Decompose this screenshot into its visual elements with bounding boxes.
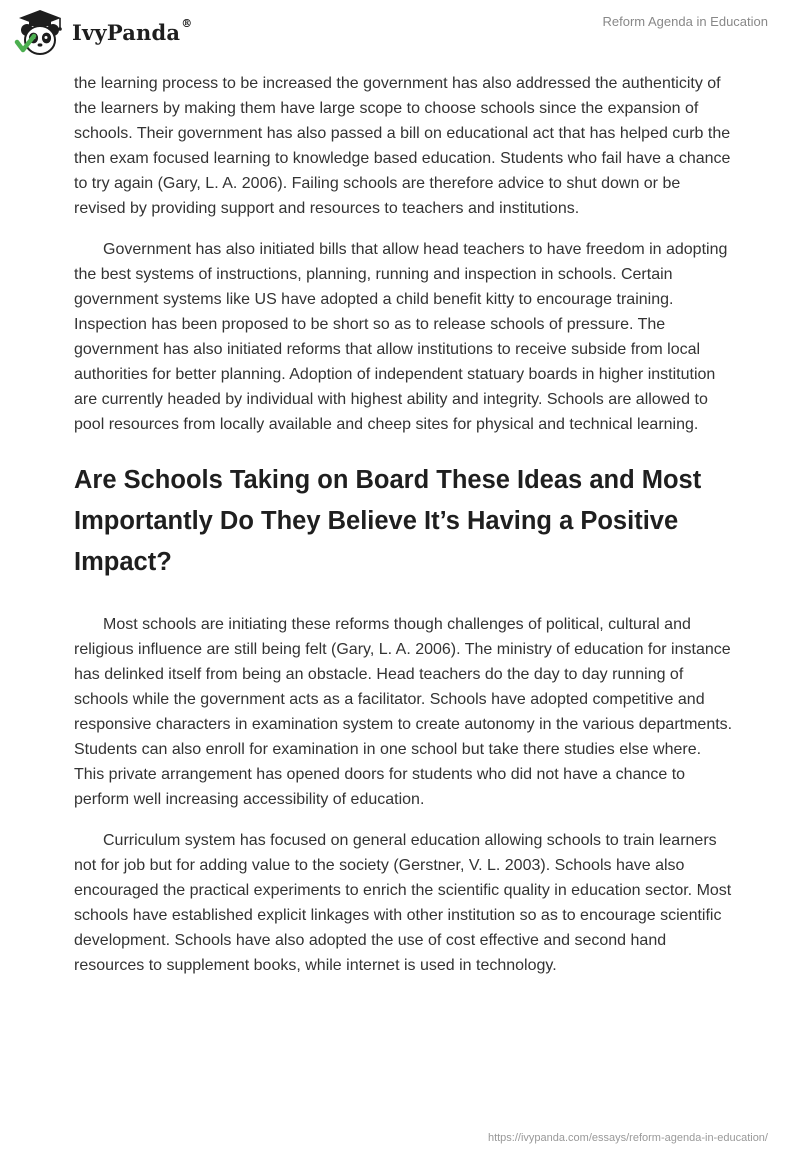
ivypanda-logo[interactable] [14,8,192,58]
document-title: Reform Agenda in Education [602,14,768,29]
essay-content [74,71,734,978]
panda-graduation-cap-icon [14,8,66,58]
paragraph-1: the learning process to be increased the government has also addressed the authenticity of the learners by making them have large scope to choose schools since the expansion of schools. Their government has also passed a bill on educational act that has helped curb the then exam focused learning to knowledge based education. Students who fail have a chance to try again (Gary, L. A. 2006). Failing schools are therefore advice to shut down or be revised by providing support and resources to teachers and institutions. [74,75,731,217]
registered-mark: ® [181,16,193,30]
section-heading: Are Schools Taking on Board These Ideas and Most Importantly Do They Believe It’s Having a Positive Impact? [74,466,702,576]
paragraph-4: Curriculum system has focused on general education allowing schools to train learners not for job but for adding value to the society (Gerstner, V. L. 2003). Schools have also encouraged the practical experiments to enrich the scientific quality in education sector. Most schools have established explicit linkages with other institution so as to encourage scientific development. Schools have also adopted the use of cost effective and second hand resources to supplement books, while internet is used in technology. [74,832,732,974]
source-url[interactable]: https://ivypanda.com/essays/reform-agenda-in-education/ [487,1132,768,1144]
page-header [0,0,800,70]
paragraph-3: Most schools are initiating these reforms though challenges of political, cultural and religious influence are still being felt (Gary, L. A. 2006). The ministry of education for instance has delinked itself from being an obstacle. Head teachers do the day to day running of schools while the government acts as a facilitator. Schools have adopted competitive and responsive characters in examination system to create autonomy in the various departments. Students can also enroll for examination in one school but take there studies else where. This private arrangement has opened doors for students who did not have a chance to perform well increasing accessibility of education. [74,616,733,808]
paragraph-2: Government has also initiated bills that allow head teachers to have freedom in adopting the best systems of instructions, planning, running and inspection in schools. Certain government systems like US have adopted a child benefit kitty to encourage training. Inspection has been proposed to be short so as to release schools of pressure. The government has also initiated reforms that allow institutions to receive subside from local authorities for better planning. Adoption of independent statuary boards in higher institution are currently headed by individual with highest ability and integrity. Schools are allowed to pool resources from locally available and cheep sites for physical and technical learning. [74,241,728,433]
brand-name: IvyPanda® [72,16,193,45]
